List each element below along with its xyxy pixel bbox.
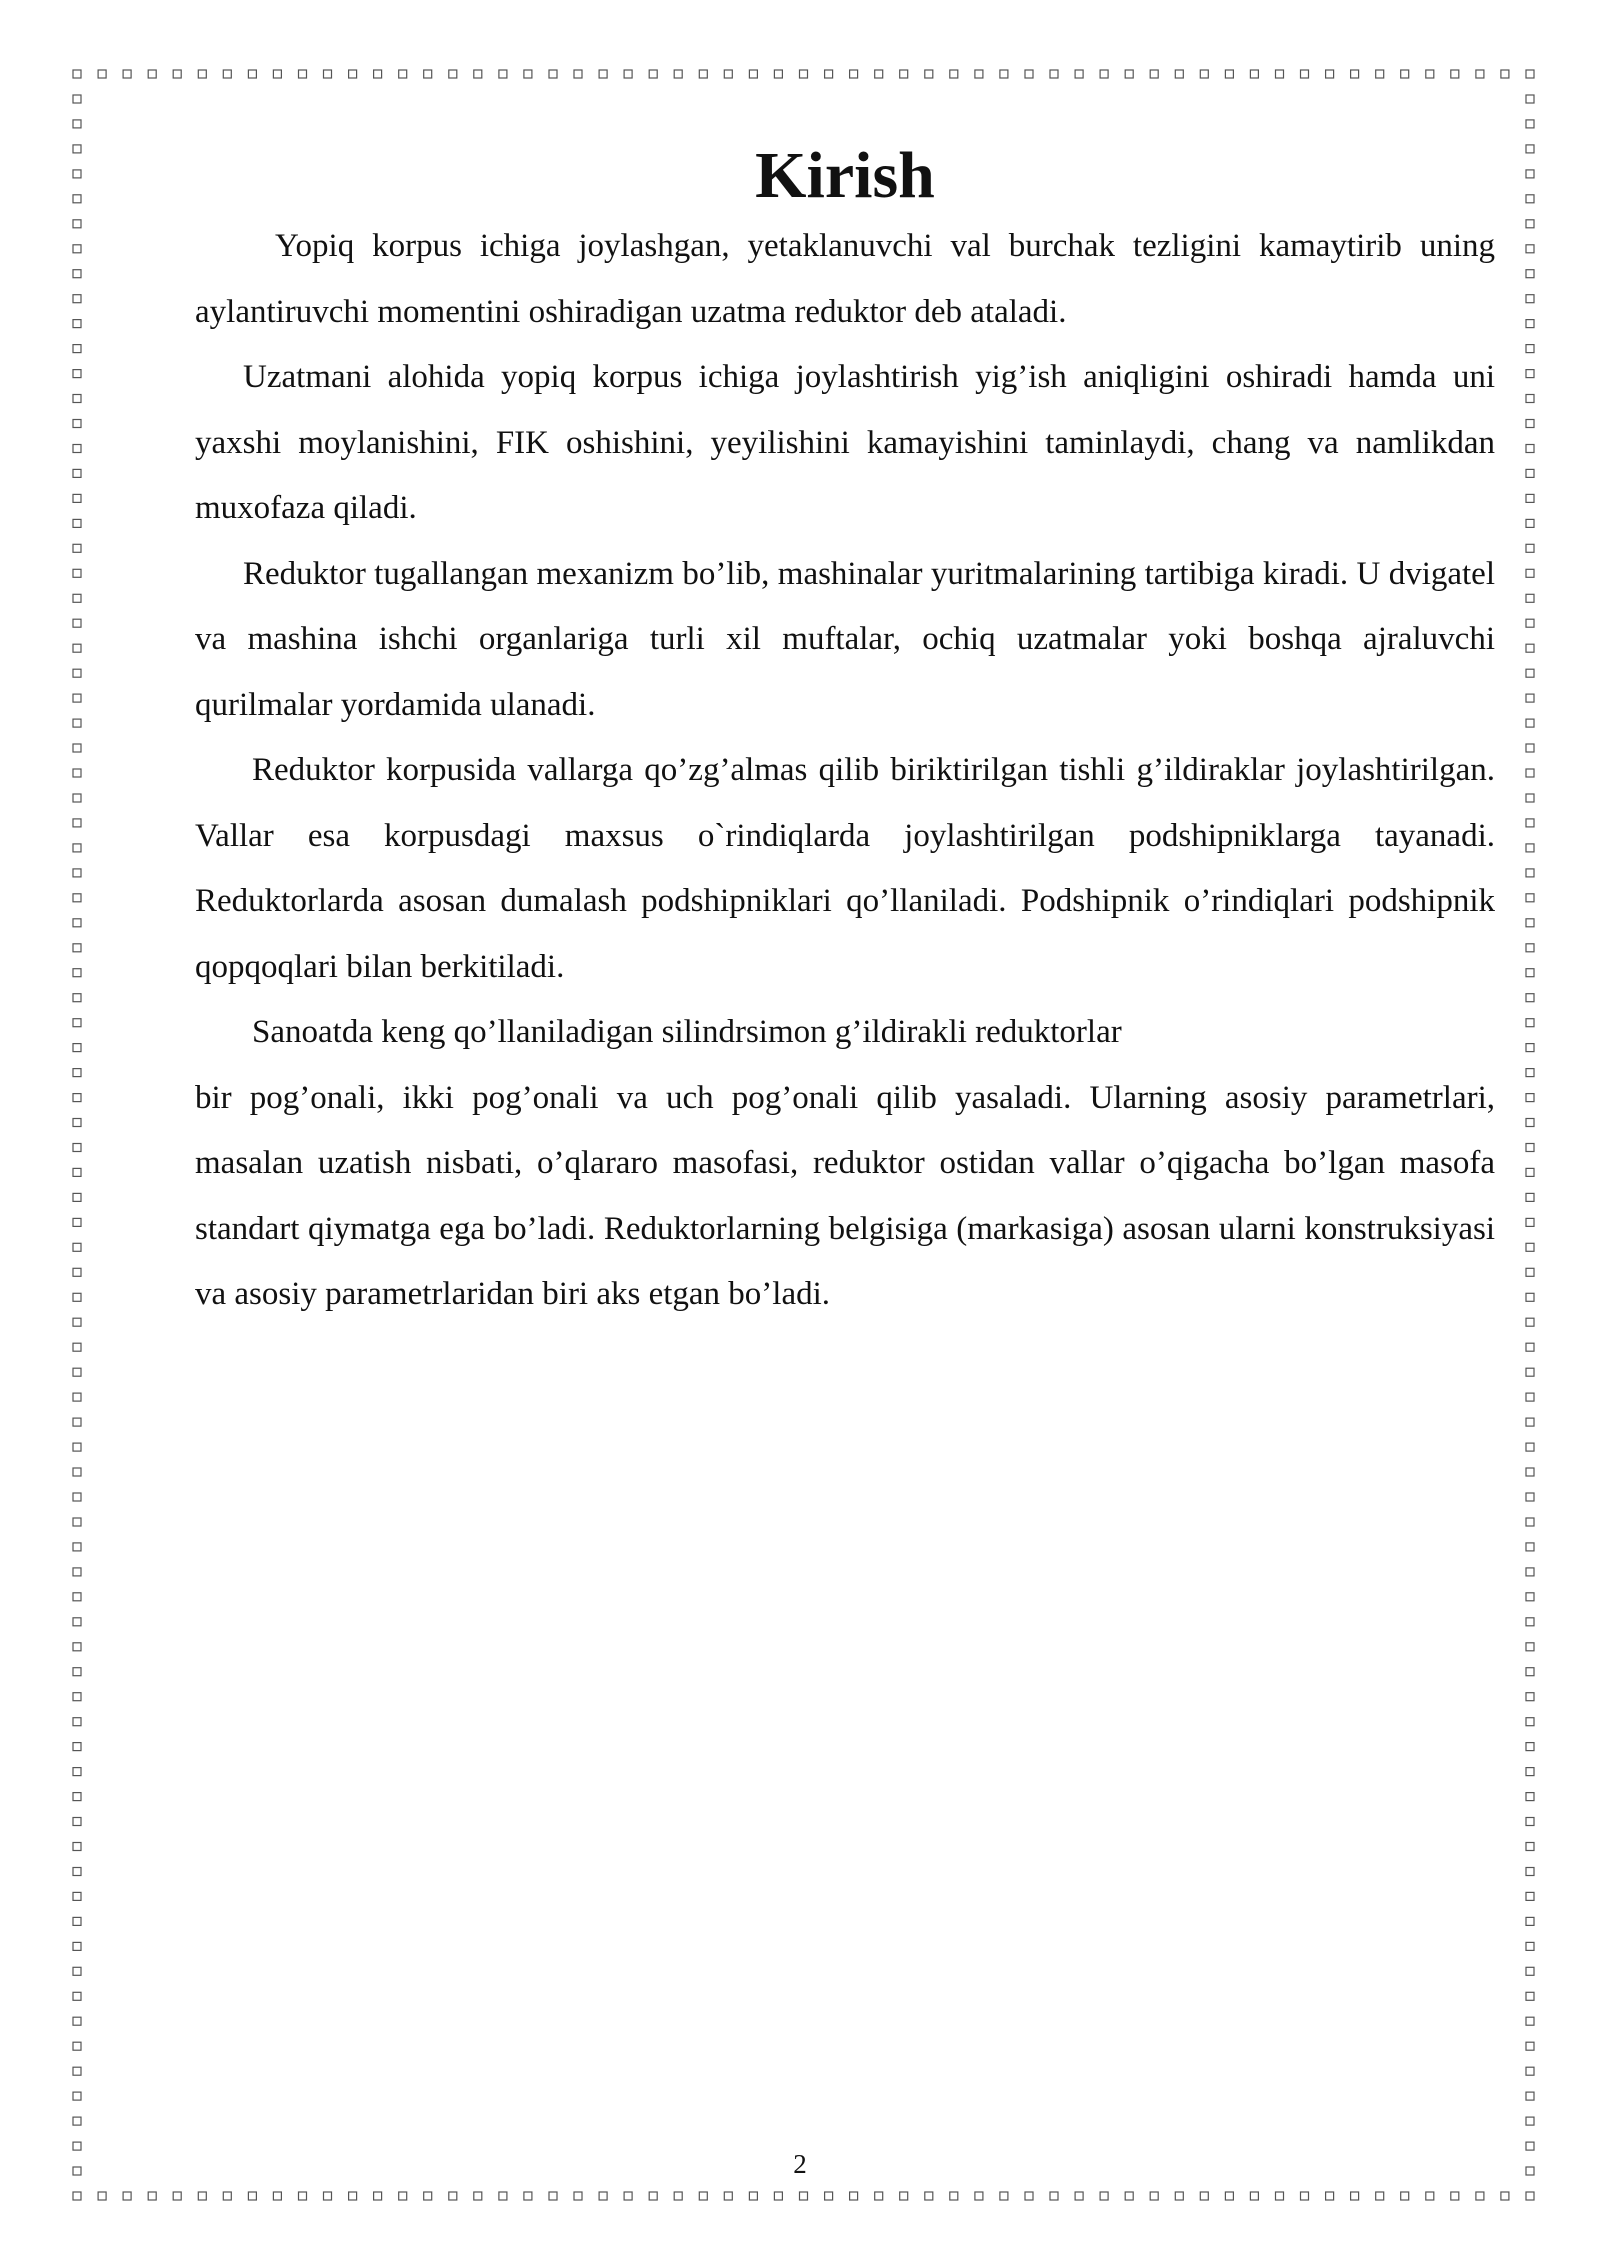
paragraph-2: Uzatmani alohida yopiq korpus ichiga joylashtirish yig’ish aniqligini oshiradi hamda uni yaxshi moylanishini, FIK oshishini, yeyilishini kamayishini taminlaydi, chang va namlikdan muxofaza qiladi.	[195, 359, 1495, 526]
paragraph-6: bir pog’onali, ikki pog’onali va uch pog’onali qilib yasaladi. Ularning asosiy parametrlari, masalan uzatish nisbati, o’qlararo masofasi, reduktor ostidan vallar o’qigacha bo’lgan masofa standart qiymatga ega bo’ladi. Reduktorlarning belgisiga (markasiga) asosan ularni konstruksiyasi va asosiy parametrlaridan biri aks etgan bo’ladi.	[195, 1079, 1495, 1312]
page-number: 2	[793, 2149, 807, 2179]
document-title: Kirish	[755, 139, 935, 212]
paragraph-3: Reduktor tugallangan mexanizm bo’lib, mashinalar yuritmalarining tartibiga kiradi. U dvigatel va mashina ishchi organlariga turli xil muftalar, ochiq uzatmalar yoki boshqa ajraluvchi qurilmalar yordamida ulanadi.	[195, 555, 1495, 723]
paragraph-4: Reduktor korpusida vallarga qo’zg’almas qilib biriktirilgan tishli g’ildiraklar joylashtirilgan. Vallar esa korpusdagi maxsus o`rindiqlarda joylashtirilgan podshipniklarga tayanadi. Reduktorlarda asosan dumalash podshipniklari qo’llaniladi. Podshipnik o’rindiqlari podshipnik qopqoqlari bilan berkitiladi.	[195, 752, 1495, 985]
document-body	[195, 139, 1495, 1328]
paragraph-5: Sanoatda keng qo’llaniladigan silindrsimon g’ildirakli reduktorlar	[252, 1014, 1122, 1050]
paragraph-1: Yopiq korpus ichiga joylashgan, yetaklanuvchi val burchak tezligini kamaytirib uning aylantiruvchi momentini oshiradigan uzatma reduktor deb ataladi.	[195, 228, 1495, 330]
